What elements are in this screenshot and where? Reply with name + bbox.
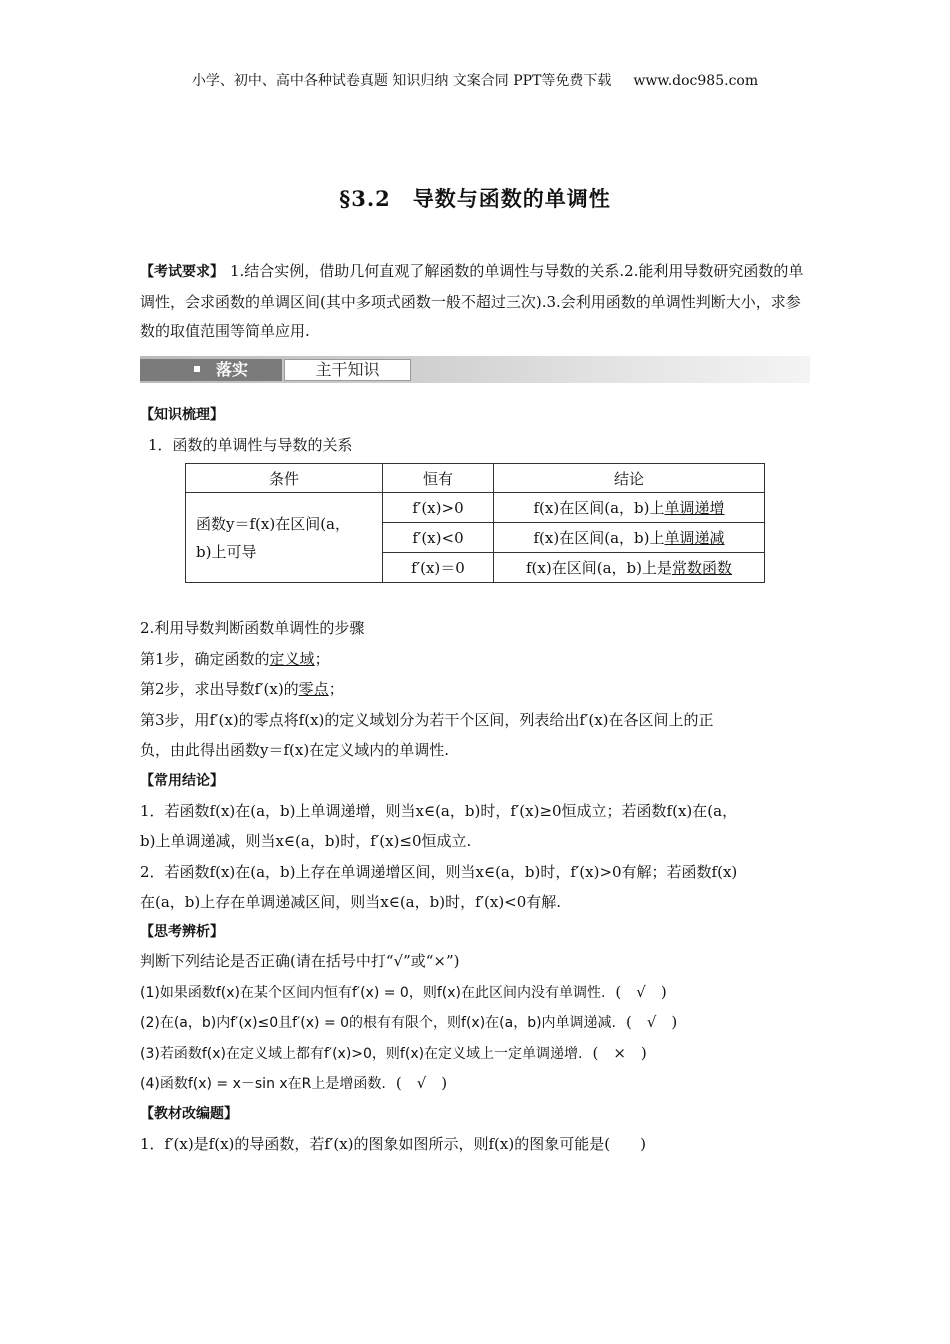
k2-title: 2.利用导数判断函数单调性的步骤 [140,619,365,637]
think-q1 [140,981,667,1002]
k2-step3-line2: 负，由此得出函数y＝f(x)在定义域内的单调性. [140,741,449,759]
table-header: 恒有 [383,464,494,493]
page-title: §3.2 导数与函数的单调性 [339,186,611,211]
table-header: 结论 [494,464,765,493]
step2-answer: 零点 [298,680,329,698]
banner-right: 主干知识 [284,359,411,381]
think-q4 [140,1072,447,1093]
think-q3 [140,1042,647,1063]
question-text: (2)在(a，b)内f′(x)≤0且f′(x) = 0的根有有限个，则f(x)在(a，b)内单调递减. [140,1015,617,1031]
step1-suffix: ； [314,650,330,668]
section-think: 【思考辨析】 [140,924,224,940]
section-textbook: 【教材改编题】 [140,1106,238,1122]
table-header: 条件 [186,464,383,493]
table-cell-derivative: f′(x)>0 [383,493,494,523]
condition-line: 函数y＝f(x)在区间(a， [196,514,350,533]
conclusion-answer: 单调递增 [664,499,725,517]
common-1-line2: b)上单调递减，则当x∈(a，b)时，f′(x)≤0恒成立. [140,832,472,850]
header-site[interactable]: www.doc985.com [633,73,759,89]
k2-step2 [140,678,344,699]
square-bullet-icon [194,366,200,372]
common-2-line2: 在(a，b)上存在单调递减区间，则当x∈(a，b)时，f′(x)<0有解. [140,893,562,911]
textbook-q1: 1．f′(x)是f(x)的导函数，若f′(x)的图象如图所示，则f(x)的图象可能是( ) [140,1135,646,1153]
requirements-text: 1.结合实例，借助几何直观了解函数的单调性与导数的关系.2.能利用导数研究函数的单调性，会求函数的单调区间(其中多项式函数一般不超过三次).3.会利用函数的单调性判断大小，求参数的取值范围等简单应用. [140,262,804,340]
conclusion-prefix: f(x)在区间(a，b)上是 [526,559,672,577]
k2-step3-line1: 第3步，用f′(x)的零点将f(x)的定义域划分为若干个区间，列表给出f′(x)在各区间上的正 [140,711,714,729]
conclusion-prefix: f(x)在区间(a，b)上 [533,529,665,547]
answer-bracket: ( × ) [592,1044,647,1062]
step2-prefix: 第2步，求出导数f′(x)的 [140,680,299,698]
question-text: (4)函数f(x) = x－sin x在R上是增函数. [140,1076,386,1092]
conclusion-prefix: f(x)在区间(a，b)上 [533,499,665,517]
table-cell-conclusion [494,553,765,583]
common-1-line1: 1．若函数f(x)在(a，b)上单调递增，则当x∈(a，b)时，f′(x)≥0恒成立；若函数f(x)在(a， [140,802,738,820]
table-condition-cell [186,493,383,583]
step2-suffix: ； [328,680,344,698]
k2-step1 [140,648,330,669]
conclusion-answer: 常数函数 [671,559,732,577]
exam-requirements [140,257,812,347]
k1-title: 1．函数的单调性与导数的关系 [148,436,353,454]
step1-answer: 定义域 [269,650,315,668]
table-cell-derivative: f′(x)＝0 [383,553,494,583]
requirements-tag: 【考试要求】 [140,264,224,280]
question-text: (1)如果函数f(x)在某个区间内恒有f′(x) = 0，则f(x)在此区间内没有单调性. [140,985,606,1001]
table-cell-derivative: f′(x)<0 [383,523,494,553]
answer-bracket: ( √ ) [615,983,667,1001]
table-header-row [186,464,765,493]
section-knowledge: 【知识梳理】 [140,407,224,423]
think-q2 [140,1011,677,1032]
section-banner [140,356,810,383]
derivative-table [185,463,765,583]
conclusion-answer: 单调递减 [664,529,725,547]
step1-prefix: 第1步，确定函数的 [140,650,270,668]
table-row [186,493,765,523]
condition-line: b)上可导 [196,542,257,561]
think-intro: 判断下列结论是否正确(请在括号中打“√”或“×”) [140,952,460,970]
section-common: 【常用结论】 [140,773,224,789]
banner-left [140,359,282,381]
table-cell-conclusion [494,523,765,553]
header-text: 小学、初中、高中各种试卷真题 知识归纳 文案合同 PPT等免费下载 [191,73,612,89]
common-2-line1: 2．若函数f(x)在(a，b)上存在单调递增区间，则当x∈(a，b)时，f′(x)>0有解；若函数f(x) [140,863,738,881]
answer-bracket: ( √ ) [626,1013,678,1031]
answer-bracket: ( √ ) [395,1074,448,1092]
banner-left-label: 落实 [216,360,249,379]
page-header [0,70,950,90]
table-cell-conclusion [494,493,765,523]
question-text: (3)若函数f(x)在定义域上都有f′(x)>0，则f(x)在定义域上一定单调递增. [140,1046,583,1062]
